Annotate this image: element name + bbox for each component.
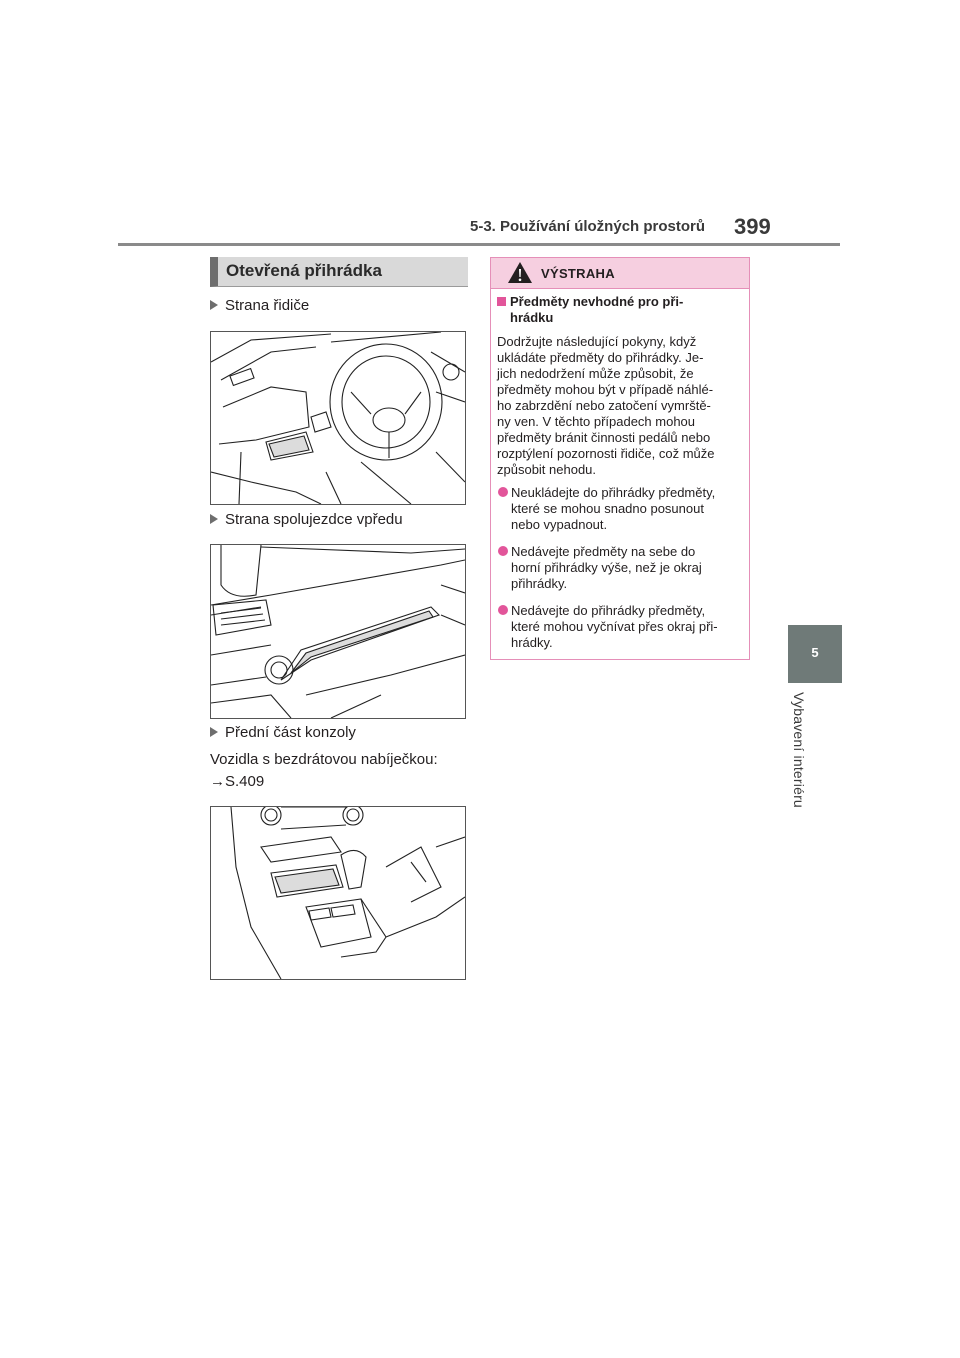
- warning-box: [490, 257, 750, 660]
- section-heading: [210, 257, 468, 287]
- circle-bullet-icon: [498, 546, 508, 556]
- header-rule: [118, 243, 840, 246]
- square-bullet-icon: [497, 297, 506, 306]
- warning-item: Nedávejte do přihrádky předměty, které mohou vyčnívat přes okraj při- hrádky.: [497, 603, 743, 651]
- page-number: 399: [734, 214, 771, 239]
- note-wireless-charger: Vozidla s bezdrátovou nabíječkou:: [210, 751, 438, 768]
- section-heading-text: Otevřená přihrádka: [226, 261, 382, 280]
- chapter-number: 5: [811, 645, 819, 660]
- bullet-passenger-side: Strana spolujezdce vpředu: [210, 511, 403, 528]
- page-reference-link[interactable]: →S.409: [210, 773, 265, 790]
- warning-item: Neukládejte do přihrádky předměty, které se mohou snadno posunout nebo vypadnout.: [497, 485, 743, 533]
- illustration-console-front: [210, 806, 466, 980]
- section-title: 5-3. Používání úložných prostorů: [470, 218, 706, 235]
- warning-paragraph: Dodržujte následující pokyny, když ukládáte předměty do přihrádky. Je- jich nedodržení může způsobit, že předměty mohou být v případě náhlé- ho zabrzdění nebo zatočení vymrště- ny ven. V těchto případech mohou předměty bránit činnosti pedálů nebo rozptýlení pozornosti řidiče, což může způsobit nehodu.: [497, 334, 715, 477]
- bullet-triangle-icon: [210, 300, 218, 310]
- bullet-triangle-icon: [210, 514, 218, 524]
- warning-triangle-icon: [507, 261, 533, 285]
- bullet-triangle-icon: [210, 727, 218, 737]
- warning-item: Nedávejte předměty na sebe do horní přihrádky výše, než je okraj přihrádky.: [497, 544, 743, 592]
- warning-title: VÝSTRAHA: [541, 266, 615, 281]
- chapter-tab: [788, 625, 842, 683]
- warning-subheading: Předměty nevhodné pro při- hrádku: [497, 294, 741, 326]
- warning-header: [491, 258, 749, 289]
- illustration-driver-side: [210, 331, 466, 505]
- circle-bullet-icon: [498, 605, 508, 615]
- chapter-label: Vybavení interiéru: [791, 692, 807, 808]
- circle-bullet-icon: [498, 487, 508, 497]
- bullet-console-front: Přední část konzoly: [210, 724, 356, 741]
- illustration-passenger-side: [210, 544, 466, 719]
- bullet-driver-side: Strana řidiče: [210, 297, 309, 314]
